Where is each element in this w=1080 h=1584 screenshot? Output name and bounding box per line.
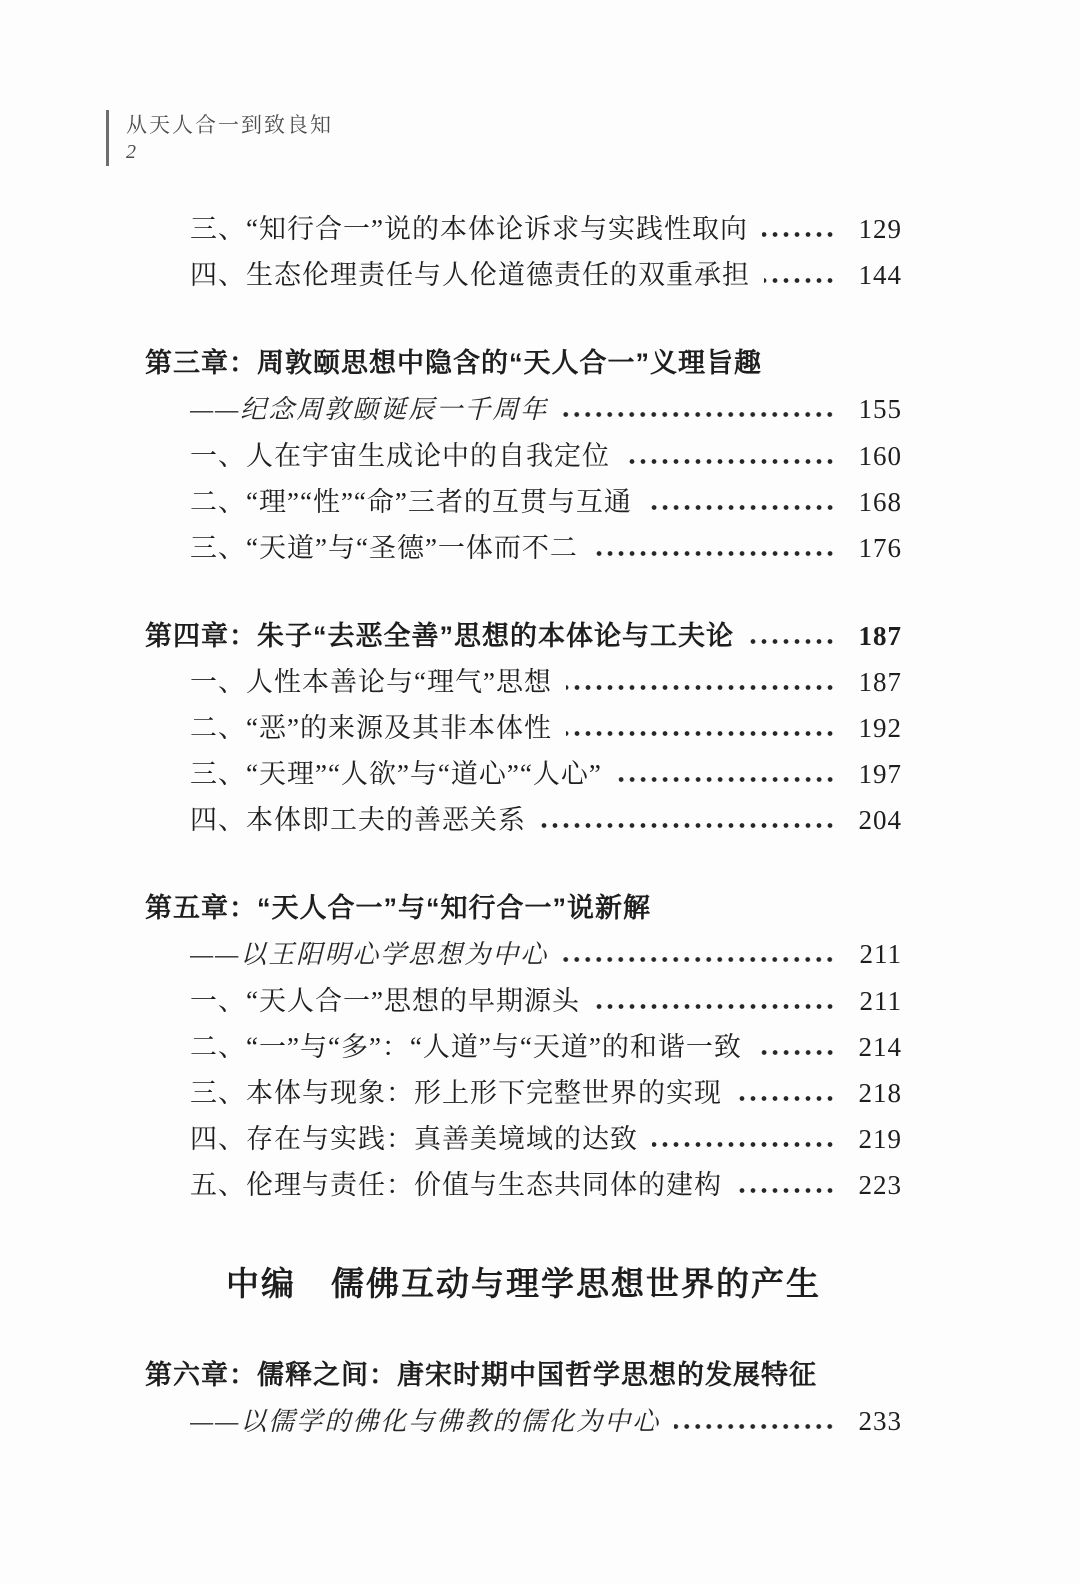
toc-page-number: 187: [858, 667, 902, 697]
dot-leader: [540, 822, 838, 829]
toc-entry-row: [145, 1024, 902, 1070]
toc-entry-text: 第四章：朱子“去恶全善”思想的本体论与工夫论: [145, 621, 734, 651]
toc-entry-row: [145, 1162, 902, 1208]
dot-leader: [748, 638, 838, 645]
toc-entry-row: [145, 659, 902, 705]
toc-group: [145, 613, 902, 843]
dot-leader: [736, 1187, 838, 1194]
toc-page-number: 211: [859, 939, 902, 969]
toc-page-number: 223: [858, 1170, 902, 1200]
dot-leader: [674, 1423, 838, 1430]
toc-entry-text: 二、“一”与“多”：“人道”与“天道”的和谐一致: [190, 1032, 742, 1062]
toc-entry-text: 第六章：儒释之间：唐宋时期中国哲学思想的发展特征: [145, 1360, 817, 1390]
toc-page-number: 219: [858, 1124, 902, 1154]
toc-group: [145, 885, 902, 1208]
toc-entry-row: [145, 797, 902, 843]
toc-chapter-row: [145, 340, 902, 386]
toc-entry-text: 三、“天理”“人欲”与“道心”“人心”: [190, 759, 602, 789]
toc-group: [145, 1352, 902, 1445]
table-of-contents: [145, 206, 902, 1445]
toc-group: [145, 340, 902, 571]
toc-entry-text: 三、本体与现象：形上形下完整世界的实现: [190, 1078, 722, 1108]
toc-entry-row: [145, 705, 902, 751]
toc-entry-text: ——纪念周敦颐诞辰一千周年: [190, 395, 549, 424]
toc-page-number: 187: [858, 621, 902, 651]
dot-leader: [624, 458, 838, 465]
toc-entry-row: [145, 206, 902, 252]
toc-entry-text: 二、“理”“性”“命”三者的互贯与互通: [190, 487, 632, 517]
toc-part-heading: [145, 1260, 902, 1310]
dot-leader: [756, 1049, 838, 1056]
toc-page-number: 168: [858, 487, 902, 517]
toc-page-number: 129: [858, 214, 902, 244]
toc-entry-text: 四、存在与实践：真善美境域的达致: [190, 1124, 638, 1154]
toc-group: [145, 1260, 902, 1310]
toc-entry-row: [145, 252, 902, 298]
toc-entry-text: 三、“知行合一”说的本体论诉求与实践性取向: [190, 214, 748, 244]
dot-leader: [646, 504, 838, 511]
toc-entry-text: 第五章：“天人合一”与“知行合一”说新解: [145, 893, 651, 923]
dot-leader: [764, 277, 838, 284]
toc-entry-text: 五、伦理与责任：价值与生态共同体的建构: [190, 1170, 722, 1200]
toc-page-number: 233: [858, 1406, 902, 1436]
toc-page-number: 204: [858, 805, 902, 835]
toc-page-number: 197: [858, 759, 902, 789]
toc-entry-text: 一、人性本善论与“理气”思想: [190, 667, 552, 697]
dot-leader: [566, 684, 838, 691]
toc-entry-text: 四、生态伦理责任与人伦道德责任的双重承担: [190, 260, 750, 290]
page-number: 2: [126, 141, 136, 163]
toc-entry-text: 一、人在宇宙生成论中的自我定位: [190, 441, 610, 471]
toc-group: [145, 206, 902, 298]
toc-entry-row: [145, 479, 902, 525]
dot-leader: [592, 550, 838, 557]
toc-entry-text: 二、“恶”的来源及其非本体性: [190, 713, 552, 743]
dot-leader: [562, 411, 838, 418]
dot-leader: [566, 730, 838, 737]
book-title: 从天人合一到致良知: [126, 113, 333, 137]
toc-entry-row: [145, 1116, 902, 1162]
dot-leader: [762, 231, 838, 238]
toc-entry-row: [145, 978, 902, 1024]
toc-entry-row: [145, 386, 902, 433]
toc-entry-text: 三、“天道”与“圣德”一体而不二: [190, 533, 578, 563]
toc-chapter-row: [145, 1352, 902, 1398]
toc-page-number: 192: [858, 713, 902, 743]
toc-chapter-row: [145, 613, 902, 659]
dot-leader: [736, 1095, 838, 1102]
toc-page-number: 144: [858, 260, 902, 290]
toc-entry-row: [145, 751, 902, 797]
toc-entry-row: [145, 1398, 902, 1445]
dot-leader: [562, 956, 838, 963]
toc-entry-text: 四、本体即工夫的善恶关系: [190, 805, 526, 835]
running-header: [106, 110, 333, 166]
toc-page-number: 211: [859, 986, 902, 1016]
toc-page-number: 155: [858, 394, 902, 424]
toc-entry-row: [145, 931, 902, 978]
toc-entry-row: [145, 525, 902, 571]
dot-leader: [616, 776, 838, 783]
toc-entry-text: ——以儒学的佛化与佛教的儒化为中心: [190, 1407, 661, 1436]
toc-page-number: 214: [858, 1032, 902, 1062]
toc-page-number: 176: [858, 533, 902, 563]
toc-chapter-row: [145, 885, 902, 931]
toc-entry-text: 一、“天人合一”思想的早期源头: [190, 986, 580, 1016]
toc-entry-text: 第三章：周敦颐思想中隐含的“天人合一”义理旨趣: [145, 348, 762, 378]
dot-leader: [594, 1003, 838, 1010]
dot-leader: [652, 1141, 838, 1148]
toc-page-number: 160: [858, 441, 902, 471]
toc-entry-row: [145, 1070, 902, 1116]
toc-entry-text: ——以王阳明心学思想为中心: [190, 940, 549, 969]
toc-entry-row: [145, 433, 902, 479]
toc-page-number: 218: [858, 1078, 902, 1108]
toc-entry-text: 中编 儒佛互动与理学思想世界的产生: [226, 1267, 821, 1303]
